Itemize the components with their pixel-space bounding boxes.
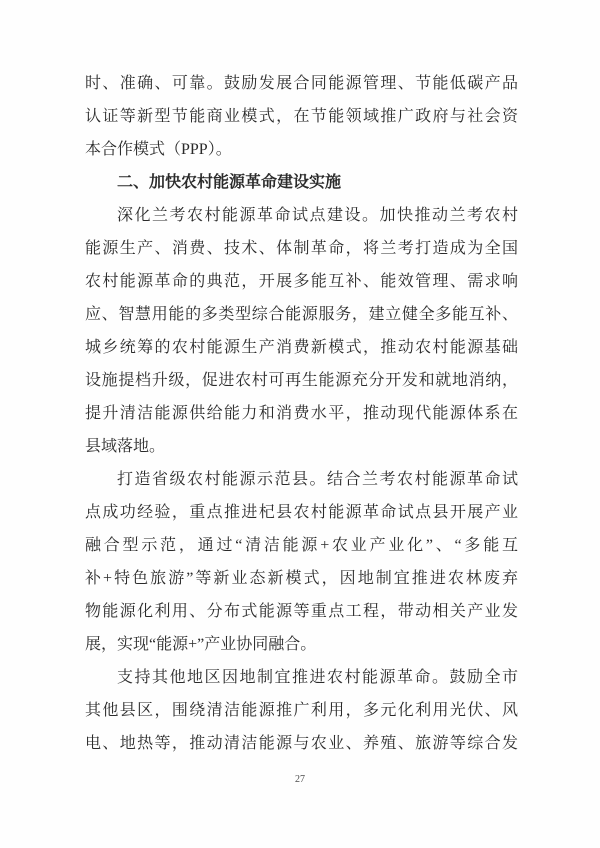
paragraph-demo-county-line: 展，实现“能源+”产业协同融合。: [85, 636, 317, 653]
paragraph-lankao-line: 城乡统筹的农村能源生产消费新模式，推动农村能源基础: [85, 339, 518, 356]
text-block: [85, 67, 518, 760]
paragraph-lankao-line: 提升清洁能源供给能力和消费水平，推动现代能源体系在: [85, 405, 518, 422]
paragraph-lankao-line: 县域落地。: [85, 438, 166, 455]
paragraph-lankao-line: 设施提档升级，促进农村可再生能源充分开发和就地消纳，: [85, 372, 518, 389]
page-number: 27: [295, 774, 305, 785]
paragraph-other-regions-line: 其他县区，围绕清洁能源推广利用，多元化利用光伏、风: [85, 702, 518, 719]
paragraph-demo-county-line: 补+特色旅游”等新业态新模式，因地制宜推进农林废弃: [85, 570, 518, 587]
paragraph-other-regions-line: 电、地热等，推动清洁能源与农业、养殖、旅游等综合发: [85, 735, 518, 752]
paragraph-lankao-line: 农村能源革命的典范，开展多能互补、能效管理、需求响: [85, 273, 518, 290]
paragraph-lankao-line: 应、智慧用能的多类型综合能源服务，建立健全多能互补、: [85, 306, 518, 323]
paragraph-lankao-line: 能源生产、消费、技术、体制革命，将兰考打造成为全国: [85, 240, 518, 257]
paragraph-intro-line: 认证等新型节能商业模式，在节能领域推广政府与社会资: [85, 108, 518, 125]
paragraph-lankao-line: 深化兰考农村能源革命试点建设。加快推动兰考农村: [117, 207, 518, 224]
paragraph-demo-county-line: 点成功经验，重点推进杞县农村能源革命试点县开展产业: [85, 504, 518, 521]
paragraph-demo-county-line: 打造省级农村能源示范县。结合兰考农村能源革命试: [117, 471, 518, 488]
paragraph-other-regions-line: 支持其他地区因地制宜推进农村能源革命。鼓励全市: [117, 669, 518, 686]
paragraph-intro-line: 时、准确、可靠。鼓励发展合同能源管理、节能低碳产品: [85, 75, 518, 92]
paragraph-demo-county-line: 物能源化利用、分布式能源等重点工程，带动相关产业发: [85, 603, 518, 620]
section-heading: 二、加快农村能源革命建设实施: [117, 174, 342, 191]
paragraph-demo-county-line: 融合型示范，通过“清洁能源+农业产业化”、“多能互: [85, 537, 518, 554]
paragraph-intro-line: 本合作模式（PPP）。: [85, 141, 232, 158]
